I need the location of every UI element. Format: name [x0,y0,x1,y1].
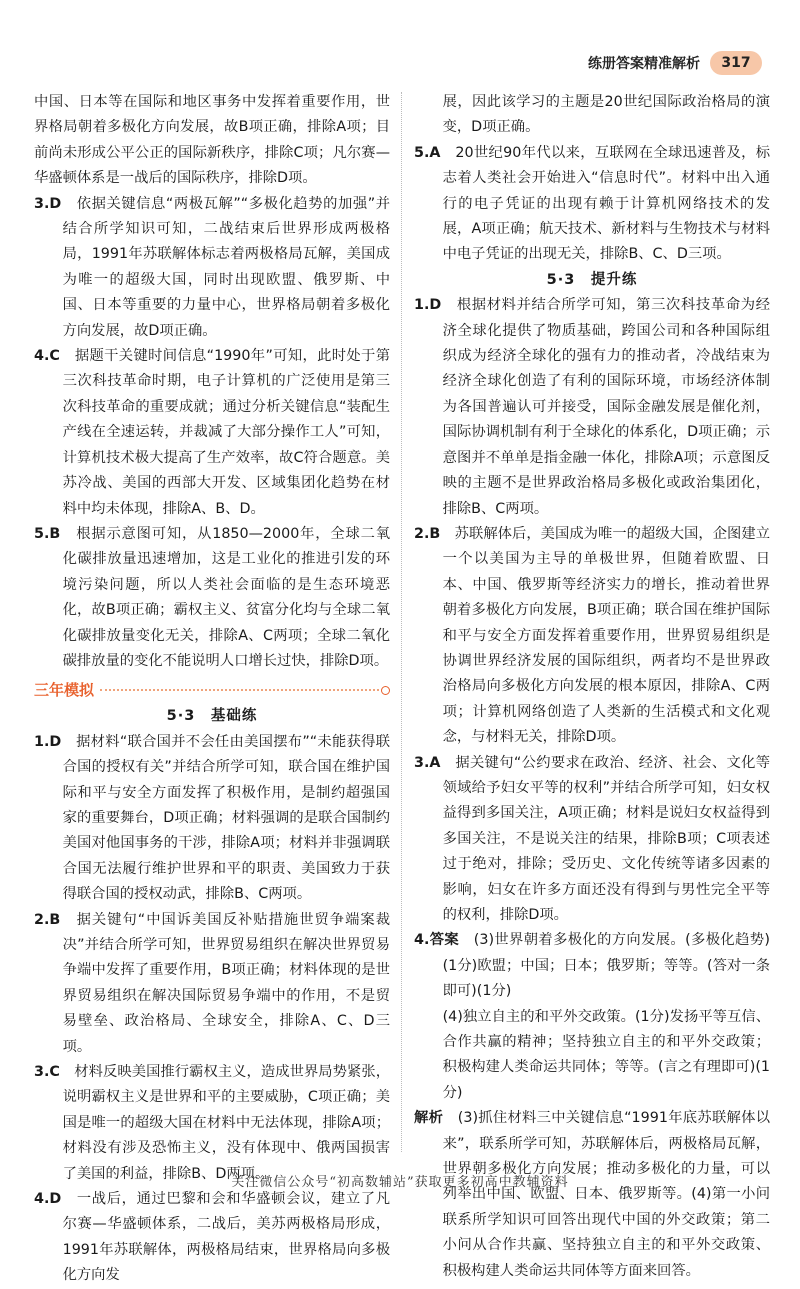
item-text: 依据关键信息“两极瓦解”“多极化趋势的加强”并结合所学知识可知，二战结束后世界形成两极格局，1991年苏联解体标志着两极格局瓦解，美国成为唯一的超级大国，同时出现欧盟、俄罗斯、中国、日本等重要的力量中心，世界格局朝着多极化方向发展，故D项正确。 [62,195,391,339]
header-title: 练册答案精准解析 [588,56,700,72]
item-text: 20世纪90年代以来，互联网在全球迅速普及，标志着人类社会开始进入“信息时代”。材料中出入通行的电子凭证的出现有赖于计算机网络技术的发展，A项正确；航天技术、新材料与生物技术与材料中电子凭证的出现无关，排除B、C、D三项。 [442,144,770,263]
item-number: 4.C [34,348,60,365]
page-header [588,50,762,76]
item-text: 材料反映美国推行霸权主义，造成世界局势紧张，说明霸权主义是世界和平的主要威胁，C项正确；美国是唯一的超级大国在材料中无法体现，排除A项；材料没有涉及恐怖主义，没有体现中、俄两国损害了美国的利益，排除B、D两项。 [62,1064,391,1182]
continued-paragraph: 展，因此该学习的主题是20世纪国际政治格局的演变，D项正确。 [442,94,770,136]
item-number: 3.A [414,754,441,771]
analysis-text: (3)抓住材料三中关键信息“1991年底苏联解体以来”，联系所学可知，苏联解体后，两极格局瓦解，世界朝多极化方向发展；推动多极化的力量，可以列举出中国、欧盟、日本、俄罗斯等。(4)第一小问联系所学知识可回答出现代中国的外交政策；第二小问从合作共赢、坚持独立自主的和平外交政策、积极构建人类命运共同体等方面来回答。 [442,1110,771,1279]
item-text: 据关键句“公约要求在政治、经济、社会、文化等领域给予妇女平等的权利”并结合所学可知，妇女权益得到多国关注，A项正确；材料是说妇女权益得到多国关注，不是说关注的结果，排除B项；C项表述过于绝对，排除；受历史、文化传统等诸多因素的影响，妇女在许多方面还没有得到与男性完全平等的权利，排除D项。 [442,754,771,923]
analysis-paragraph [414,1106,770,1284]
answer-item-2 [414,522,770,751]
item-text: 据题干关键时间信息“1990年”可知，此时处于第三次科技革命时期，电子计算机的广泛使用是第三次科技革命的重要成就；通过分析关键信息“装配生产线在全速运转，并裁减了大部分操作工人”可知，计算机技术极大提高了生产效率，故C符合题意。美苏冷战、美国的西部大开发、区域集团化趋势在材料中均未体现，排除A、B、D。 [62,348,391,517]
answer-item-1 [414,293,770,522]
item-text: 据关键句“中国诉美国反补贴措施世贸争端案裁决”并结合所学可知，世界贸易组织在解决世界贸易争端中发挥了重要作用，B项正确；材料体现的是世界贸易组织在解决国际贸易争端中的作用，不是贸易壁垒、政治格局、全球安全，排除A、C、D三项。 [62,911,391,1055]
answer-item-1 [34,730,390,908]
item-number: 2.B [34,911,61,928]
answer-item-4 [34,1187,390,1289]
subsection-title: 5·3 提升练 [546,271,638,288]
subsection-title: 5·3 基础练 [166,708,258,725]
answer-item-4 [414,928,770,1004]
answer-item-3 [34,192,390,344]
answer-item-5 [34,522,390,674]
left-column [34,90,390,1289]
column-divider [401,92,402,1152]
answer-item-3 [414,751,770,929]
answer-item-5 [414,141,770,268]
item-number: 5.A [414,144,441,161]
item-text: 一战后，通过巴黎和会和华盛顿会议，建立了凡尔赛—华盛顿体系，二战后，美苏两极格局形成，1991年苏联解体，两极格局结束，世界格局向多极化方向发 [62,1191,391,1284]
answer-item-4 [34,344,390,522]
item-text: 根据示意图可知，从1850—2000年，全球二氧化碳排放量迅速增加，这是工业化的推进引发的环境污染问题，所以人类社会面临的是生态环境恶化，故B项正确；霸权主义、贫富分化均与全球二氧化碳排放量变化无关，排除A、C两项；全球二氧化碳排放量的变化不能说明人口增长过快，排除D项。 [62,525,390,669]
section-label: 三年模拟 [34,680,95,699]
item-number: 2.B [414,525,441,542]
answer-item-2 [34,908,390,1060]
item-text: 根据材料并结合所学可知，第三次科技革命为经济全球化提供了物质基础，跨国公司和各种国际组织成为经济全球化的强有力的推动者，冷战结束为经济全球化创造了有利的国际环境，市场经济体制为各国普遍认可并接受，国际金融发展是催化剂，国际协调机制有利于全球化的体系化，D项正确；示意图并不单单是指金融一体化，排除A项；示意图反映的主题不是世界政治格局多极化或政治集团化，排除B、C两项。 [442,297,771,517]
page-number-badge: 317 [710,51,762,75]
item-number: 1.D [414,297,442,314]
item-text: 据材料“联合国并不会任由美国摆布”“未能获得联合国的授权有关”并结合所学可知，联合国在维护国际和平与安全方面发挥了积极作用，是制约超强国家的重要舞台，D项正确；材料强调的是联合国制约美国对他国事务的干涉，排除A项；材料并非强调联合国无法履行维护世界和平的职责、美国致力于获得联合国的授权动武，排除B、C两项。 [62,733,391,903]
answer-item-3 [34,1060,390,1187]
answer-text: (3)世界朝着多极化的方向发展。(多极化趋势)(1分)欧盟；中国；日本；俄罗斯；等等。(答对一条即可)(1分) [442,932,770,1000]
continued-paragraph: 中国、日本等在国际和地区事务中发挥着重要作用，世界格局朝着多极化方向发展，故B项正确，排除A项；目前尚未形成公平公正的国际新秩序，排除C项；凡尔赛—华盛顿体系是一战后的国际秩序，排除D项。 [34,94,390,187]
item-number: 4.答案 [414,932,460,949]
answer-text-continued: (4)独立自主的和平外交政策。(1分)发扬平等互信、合作共赢的精神；坚持独立自主的和平外交政策；积极构建人类命运共同体；等等。(言之有理即可)(1分) [442,1008,770,1101]
item-number: 1.D [34,733,62,750]
right-column [414,90,770,1284]
section-dotted-line [100,689,379,691]
item-number: 3.D [34,195,62,212]
item-text: 苏联解体后，美国成为唯一的超级大国，企图建立一个以美国为主导的单极世界，但随着欧盟、日本、中国、俄罗斯等经济实力的增长，推动着世界朝着多极化方向发展，B项正确；联合国在维护国际和平与安全方面发挥着重要作用，世界贸易组织是协调世界经济发展的国际组织，两者均不是世界政治格局向多极化方向发展的根本原因，排除A、C两项；计算机网络创造了人类新的生活模式和文化观念，与材料无关，排除D项。 [442,525,770,746]
section-heading [34,677,390,703]
item-number: 5.B [34,525,61,542]
item-number: 3.C [34,1064,60,1081]
analysis-label: 解析 [414,1110,444,1127]
footer-note: 关注微信公众号“初高数辅站”获取更多初高中教辅资料 [231,1175,569,1190]
item-number: 4.D [34,1191,62,1208]
section-circle-icon [381,686,390,695]
